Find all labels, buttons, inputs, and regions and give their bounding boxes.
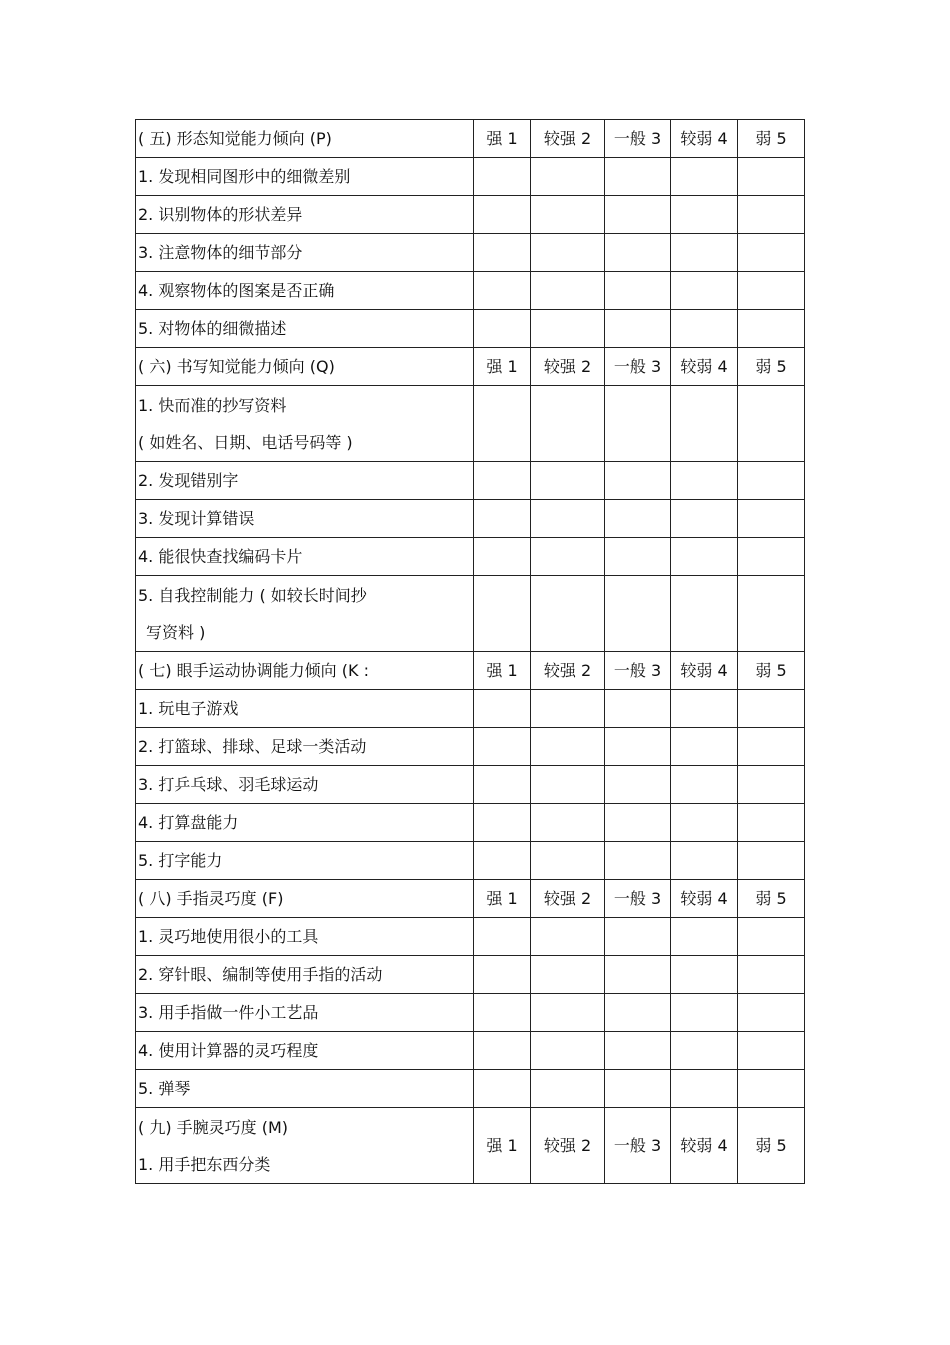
section-header-row [136, 880, 805, 918]
rating-cell[interactable] [531, 804, 605, 842]
section-title-line: ( 九) 手腕灵巧度 (M) [138, 1117, 289, 1137]
rating-cell[interactable] [738, 804, 805, 842]
section-title [136, 1108, 474, 1184]
rating-cell[interactable] [671, 994, 738, 1032]
rating-cell[interactable] [474, 994, 531, 1032]
item-row [136, 196, 805, 234]
rating-cell[interactable] [605, 690, 671, 728]
rating-cell[interactable] [738, 576, 805, 652]
rating-cell[interactable] [531, 1070, 605, 1108]
rating-cell[interactable] [474, 956, 531, 994]
item-row [136, 234, 805, 272]
rating-cell[interactable] [531, 158, 605, 196]
rating-cell[interactable] [605, 234, 671, 272]
rating-fairly-strong: 较强 2 [531, 348, 605, 386]
rating-cell[interactable] [671, 272, 738, 310]
rating-strong: 强 1 [474, 1108, 531, 1184]
rating-fairly-weak: 较弱 4 [671, 1108, 738, 1184]
rating-cell[interactable] [605, 310, 671, 348]
rating-cell[interactable] [531, 538, 605, 576]
rating-cell[interactable] [738, 158, 805, 196]
rating-weak: 弱 5 [738, 1108, 805, 1184]
rating-cell[interactable] [605, 956, 671, 994]
rating-cell[interactable] [738, 1032, 805, 1070]
rating-cell[interactable] [531, 842, 605, 880]
item-label: 3. 发现计算错误 [136, 500, 474, 538]
rating-cell[interactable] [738, 1070, 805, 1108]
rating-cell[interactable] [671, 766, 738, 804]
rating-cell[interactable] [738, 386, 805, 462]
rating-cell[interactable] [671, 842, 738, 880]
section-title: ( 七) 眼手运动协调能力倾向 (K : [136, 652, 474, 690]
rating-cell[interactable] [738, 918, 805, 956]
rating-cell[interactable] [671, 310, 738, 348]
rating-cell[interactable] [474, 538, 531, 576]
rating-cell[interactable] [605, 386, 671, 462]
rating-cell[interactable] [605, 196, 671, 234]
rating-strong: 强 1 [474, 880, 531, 918]
rating-cell[interactable] [474, 804, 531, 842]
rating-cell[interactable] [671, 1070, 738, 1108]
rating-cell[interactable] [531, 728, 605, 766]
rating-cell[interactable] [474, 310, 531, 348]
item-label-line: ( 如姓名、日期、电话号码等 ) [138, 432, 353, 452]
rating-cell[interactable] [605, 272, 671, 310]
item-label-line: 1. 用手把东西分类 [138, 1154, 271, 1174]
rating-cell[interactable] [531, 576, 605, 652]
rating-cell[interactable] [605, 500, 671, 538]
rating-cell[interactable] [474, 728, 531, 766]
item-row [136, 728, 805, 766]
rating-average: 一般 3 [605, 652, 671, 690]
item-label-line: 写资料 ) [146, 622, 206, 642]
rating-cell[interactable] [605, 994, 671, 1032]
item-row [136, 690, 805, 728]
item-row [136, 1070, 805, 1108]
rating-cell[interactable] [531, 310, 605, 348]
rating-cell[interactable] [738, 272, 805, 310]
rating-cell[interactable] [605, 576, 671, 652]
rating-cell[interactable] [671, 576, 738, 652]
item-row [136, 538, 805, 576]
rating-cell[interactable] [531, 690, 605, 728]
rating-average: 一般 3 [605, 120, 671, 158]
item-row [136, 956, 805, 994]
rating-cell[interactable] [605, 728, 671, 766]
item-row [136, 386, 805, 462]
rating-cell[interactable] [605, 918, 671, 956]
item-label: 4. 能很快查找编码卡片 [136, 538, 474, 576]
rating-cell[interactable] [605, 462, 671, 500]
rating-fairly-weak: 较弱 4 [671, 120, 738, 158]
rating-fairly-weak: 较弱 4 [671, 348, 738, 386]
rating-cell[interactable] [474, 386, 531, 462]
section-header-row [136, 652, 805, 690]
item-label: 2. 穿针眼、编制等使用手指的活动 [136, 956, 474, 994]
rating-cell[interactable] [474, 500, 531, 538]
item-label: 5. 对物体的细微描述 [136, 310, 474, 348]
item-label-line: 1. 快而准的抄写资料 [138, 395, 287, 415]
rating-cell[interactable] [531, 766, 605, 804]
rating-cell[interactable] [531, 994, 605, 1032]
rating-cell[interactable] [605, 766, 671, 804]
item-label [136, 386, 474, 462]
rating-average: 一般 3 [605, 1108, 671, 1184]
rating-cell[interactable] [671, 158, 738, 196]
rating-cell[interactable] [671, 804, 738, 842]
section-header-row [136, 120, 805, 158]
rating-cell[interactable] [671, 728, 738, 766]
rating-cell[interactable] [605, 1070, 671, 1108]
section-header-row [136, 348, 805, 386]
rating-cell[interactable] [671, 1032, 738, 1070]
rating-cell[interactable] [531, 1032, 605, 1070]
rating-fairly-weak: 较弱 4 [671, 880, 738, 918]
section-title: ( 八) 手指灵巧度 (F) [136, 880, 474, 918]
rating-cell[interactable] [474, 918, 531, 956]
item-label: 4. 使用计算器的灵巧程度 [136, 1032, 474, 1070]
section-title: ( 六) 书写知觉能力倾向 (Q) [136, 348, 474, 386]
rating-cell[interactable] [531, 272, 605, 310]
item-row [136, 994, 805, 1032]
section-title: ( 五) 形态知觉能力倾向 (P) [136, 120, 474, 158]
item-label: 3. 注意物体的细节部分 [136, 234, 474, 272]
rating-cell[interactable] [474, 842, 531, 880]
rating-cell[interactable] [474, 462, 531, 500]
item-label [136, 576, 474, 652]
rating-cell[interactable] [474, 576, 531, 652]
item-label: 5. 弹琴 [136, 1070, 474, 1108]
rating-cell[interactable] [531, 462, 605, 500]
rating-cell[interactable] [605, 1032, 671, 1070]
rating-cell[interactable] [738, 766, 805, 804]
item-row [136, 766, 805, 804]
item-row [136, 158, 805, 196]
rating-cell[interactable] [738, 690, 805, 728]
rating-cell[interactable] [671, 690, 738, 728]
rating-cell[interactable] [671, 386, 738, 462]
rating-weak: 弱 5 [738, 652, 805, 690]
rating-cell[interactable] [671, 500, 738, 538]
rating-cell[interactable] [531, 956, 605, 994]
rating-cell[interactable] [474, 1032, 531, 1070]
rating-cell[interactable] [605, 804, 671, 842]
item-label: 3. 打乒乓球、羽毛球运动 [136, 766, 474, 804]
rating-cell[interactable] [605, 538, 671, 576]
rating-fairly-strong: 较强 2 [531, 1108, 605, 1184]
rating-average: 一般 3 [605, 880, 671, 918]
section-header-row [136, 1108, 805, 1184]
rating-cell[interactable] [738, 956, 805, 994]
item-row [136, 918, 805, 956]
rating-cell[interactable] [474, 158, 531, 196]
rating-cell[interactable] [738, 196, 805, 234]
rating-cell[interactable] [671, 918, 738, 956]
rating-cell[interactable] [531, 918, 605, 956]
rating-cell[interactable] [531, 500, 605, 538]
item-row [136, 462, 805, 500]
rating-fairly-strong: 较强 2 [531, 120, 605, 158]
rating-cell[interactable] [738, 994, 805, 1032]
rating-cell[interactable] [671, 234, 738, 272]
item-row [136, 272, 805, 310]
rating-strong: 强 1 [474, 120, 531, 158]
rating-cell[interactable] [605, 842, 671, 880]
item-label: 2. 打篮球、排球、足球一类活动 [136, 728, 474, 766]
rating-cell[interactable] [474, 766, 531, 804]
item-label: 2. 发现错别字 [136, 462, 474, 500]
rating-cell[interactable] [671, 956, 738, 994]
item-label-line: 5. 自我控制能力 ( 如较长时间抄 [138, 585, 367, 605]
item-row [136, 804, 805, 842]
item-label: 4. 观察物体的图案是否正确 [136, 272, 474, 310]
aptitude-rating-table [135, 119, 805, 1184]
rating-weak: 弱 5 [738, 348, 805, 386]
rating-cell[interactable] [531, 386, 605, 462]
rating-cell[interactable] [474, 1070, 531, 1108]
rating-cell[interactable] [738, 842, 805, 880]
rating-cell[interactable] [531, 234, 605, 272]
rating-cell[interactable] [474, 234, 531, 272]
item-label: 1. 发现相同图形中的细微差别 [136, 158, 474, 196]
rating-fairly-strong: 较强 2 [531, 652, 605, 690]
rating-cell[interactable] [738, 462, 805, 500]
rating-fairly-strong: 较强 2 [531, 880, 605, 918]
rating-cell[interactable] [738, 538, 805, 576]
item-row [136, 500, 805, 538]
rating-cell[interactable] [474, 690, 531, 728]
rating-cell[interactable] [474, 272, 531, 310]
rating-cell[interactable] [671, 196, 738, 234]
rating-weak: 弱 5 [738, 880, 805, 918]
item-label: 4. 打算盘能力 [136, 804, 474, 842]
rating-cell[interactable] [531, 196, 605, 234]
rating-cell[interactable] [738, 234, 805, 272]
item-row [136, 1032, 805, 1070]
item-label: 1. 灵巧地使用很小的工具 [136, 918, 474, 956]
item-row [136, 576, 805, 652]
item-label: 2. 识别物体的形状差异 [136, 196, 474, 234]
rating-strong: 强 1 [474, 348, 531, 386]
rating-cell[interactable] [738, 728, 805, 766]
rating-fairly-weak: 较弱 4 [671, 652, 738, 690]
item-row [136, 310, 805, 348]
rating-cell[interactable] [671, 462, 738, 500]
item-label: 5. 打字能力 [136, 842, 474, 880]
rating-weak: 弱 5 [738, 120, 805, 158]
rating-cell[interactable] [605, 158, 671, 196]
rating-average: 一般 3 [605, 348, 671, 386]
rating-cell[interactable] [738, 500, 805, 538]
rating-cell[interactable] [671, 538, 738, 576]
rating-cell[interactable] [738, 310, 805, 348]
item-row [136, 842, 805, 880]
item-label: 3. 用手指做一件小工艺品 [136, 994, 474, 1032]
rating-strong: 强 1 [474, 652, 531, 690]
rating-cell[interactable] [474, 196, 531, 234]
item-label: 1. 玩电子游戏 [136, 690, 474, 728]
